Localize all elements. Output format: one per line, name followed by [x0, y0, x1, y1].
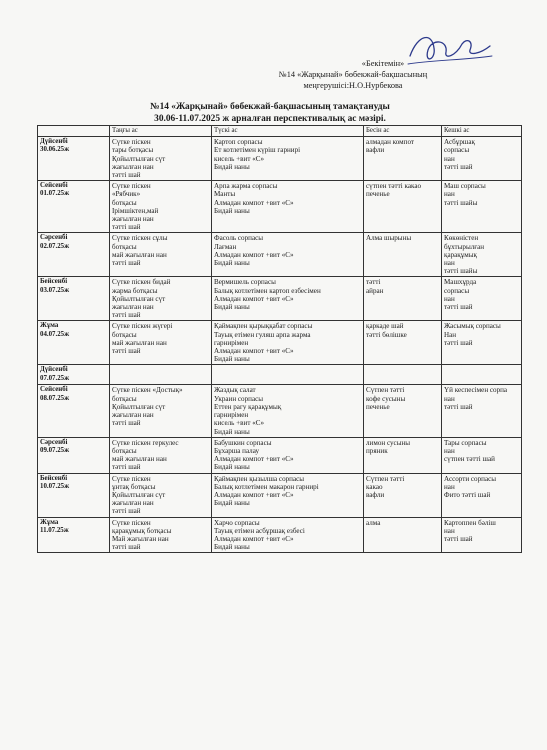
dinner-line: тәтті шайы [444, 267, 478, 276]
breakfast-line: ботқасы [112, 446, 137, 455]
breakfast-line: жағылған нан [112, 162, 154, 171]
lunch-line: Бабушкин сорпасы [214, 438, 272, 447]
document-title [60, 101, 480, 125]
breakfast-line: тәтті шай [112, 171, 141, 180]
lunch-line: Бидай наны [214, 543, 250, 552]
dinner-line: Үй кеспесімен сорпа [444, 386, 508, 395]
lunch-line: Алмадан компот +вит «С» [214, 294, 294, 303]
cell-day [38, 385, 110, 437]
lunch-line: Бұхарша палау [214, 446, 260, 455]
cell-dinner [442, 137, 522, 181]
cell-lunch [212, 437, 364, 473]
lunch-line: Картоп сорпасы [214, 138, 263, 147]
dinner-line: нан [444, 154, 455, 163]
breakfast-line: ботқасы [112, 330, 137, 339]
lunch-line: Вермишель сорпасы [214, 278, 276, 287]
cell-snack [364, 181, 442, 233]
table-row [38, 473, 522, 517]
approval-line-2: №14 «Жарқынай» бөбекжай-бақшасының [278, 70, 428, 79]
cell-dinner [442, 181, 522, 233]
snack-line: Сүтпен тәтті [366, 386, 405, 395]
day-line: 07.07.25ж [40, 374, 70, 382]
snack-line: тәтті бөлішке [366, 330, 407, 339]
dinner-line: сорпасы [444, 286, 470, 295]
breakfast-line: Қойылтылған сүт [112, 294, 166, 303]
cell-snack [364, 385, 442, 437]
day-line: 11.07.25ж [40, 526, 69, 534]
lunch-line: Бидай наны [214, 427, 250, 436]
dinner-line: қарақұмық [444, 250, 477, 259]
breakfast-line: ботқасы [112, 198, 137, 207]
cell-dinner [442, 365, 522, 385]
cell-dinner [442, 277, 522, 321]
dinner-line: сорпасы [444, 146, 470, 155]
lunch-line: Манты [214, 190, 236, 199]
cell-snack [364, 517, 442, 553]
breakfast-line: Сүтке піскен [112, 182, 151, 191]
cell-breakfast [110, 137, 212, 181]
cell-day [38, 437, 110, 473]
breakfast-line: тәтті шай [112, 259, 141, 268]
cell-snack [364, 473, 442, 517]
day-line: 03.07.25ж [40, 286, 70, 294]
table-header-row [38, 126, 522, 137]
day-line: Бейсенбі [40, 278, 68, 286]
dinner-line: Ассорти сорпасы [444, 474, 497, 483]
lunch-line: Харчо сорпасы [214, 518, 260, 527]
snack-line: қаркаде шай [366, 322, 404, 331]
cell-lunch [212, 365, 364, 385]
breakfast-line: «Рябчик» [112, 190, 141, 199]
day-line: Жұма [40, 322, 59, 330]
dinner-line: тәтті шайы [444, 198, 478, 207]
lunch-line: Жаздық салат [214, 386, 256, 395]
cell-lunch [212, 233, 364, 277]
lunch-line: гарнирімен [214, 411, 249, 420]
dinner-line: Картоппен бәліш [444, 518, 496, 527]
table-row [38, 437, 522, 473]
breakfast-line: жағылған нан [112, 411, 154, 420]
breakfast-line: Май жағылған нан [112, 534, 169, 543]
cell-breakfast [110, 233, 212, 277]
signature-mark [404, 26, 494, 74]
cell-breakfast [110, 517, 212, 553]
breakfast-line: ботқасы [112, 242, 137, 251]
lunch-line: Балық котлетімен макарон гарнирі [214, 482, 319, 491]
snack-line: какао [366, 482, 383, 491]
lunch-line: Бидай наны [214, 162, 250, 171]
lunch-line: Тауық етімен асбұршақ езбесі [214, 526, 305, 535]
day-line: 08.07.25ж [40, 394, 70, 402]
breakfast-line: жағылған нан [112, 215, 154, 224]
dinner-line: нан [444, 294, 455, 303]
day-line: Сәрсенбі [40, 234, 68, 242]
breakfast-line: Сүтке піскен сұлы [112, 234, 168, 243]
dinner-line: тәтті шай [444, 534, 473, 543]
cell-dinner [442, 321, 522, 365]
breakfast-line: Қойылтылған сүт [112, 490, 166, 499]
breakfast-line: тәтті шай [112, 463, 141, 472]
dinner-line: Маш сорпасы [444, 182, 486, 191]
dinner-line: нан [444, 394, 455, 403]
lunch-line: Бидай наны [214, 259, 250, 268]
cell-dinner [442, 437, 522, 473]
breakfast-line: Сүтке піскен [112, 138, 151, 147]
breakfast-line: тәтті шай [112, 419, 141, 428]
lunch-line: Тауық етімен гуляш арпа жарма [214, 330, 311, 339]
dinner-line: Асбұршақ [444, 138, 475, 147]
day-line: 09.07.25ж [40, 446, 70, 454]
cell-lunch [212, 473, 364, 517]
header-dinner: Кешкі ас [442, 126, 522, 137]
breakfast-line: Сүтке піскен жүгері [112, 322, 173, 331]
day-line: 10.07.25ж [40, 482, 70, 490]
day-line: Дүйсенбі [40, 138, 68, 146]
snack-line: алма [366, 518, 381, 527]
cell-day [38, 473, 110, 517]
dinner-line: Көкөністен [444, 234, 479, 243]
dinner-line: Жасымық сорпасы [444, 322, 501, 331]
title-line-2: 30.06-11.07.2025 ж арналған перспективалық ас мәзірі. [154, 114, 386, 124]
cell-lunch [212, 321, 364, 365]
dinner-line: нан [444, 482, 455, 491]
dinner-line: Нан [444, 330, 457, 339]
header-breakfast: Таңғы ас [110, 126, 212, 137]
cell-dinner [442, 385, 522, 437]
table-row [38, 233, 522, 277]
cell-day [38, 137, 110, 181]
approval-line-3: меңгерушісі:Н.О.Нурбекова [303, 81, 403, 90]
lunch-line: Лағман [214, 242, 237, 251]
lunch-line: Алмадан компот +вит «С» [214, 455, 294, 464]
lunch-line: Арпа жарма сорпасы [214, 182, 278, 191]
cell-lunch [212, 137, 364, 181]
cell-snack [364, 365, 442, 385]
cell-day [38, 181, 110, 233]
lunch-line: Еттен рагу қарақұмық [214, 402, 282, 411]
snack-line: сүтпен тәтті какао [366, 182, 422, 191]
day-line: 02.07.25ж [40, 242, 70, 250]
day-line: Жұма [40, 518, 59, 526]
breakfast-line: жағылған нан [112, 303, 154, 312]
lunch-line: Алмадан компот +вит «С» [214, 534, 294, 543]
cell-breakfast [110, 181, 212, 233]
snack-line: кофе сусыны [366, 394, 406, 403]
snack-line: Сүтпен тәтті [366, 474, 405, 483]
snack-line: вафли [366, 490, 385, 499]
day-line: Сейсенбі [40, 182, 68, 190]
cell-snack [364, 321, 442, 365]
breakfast-line: Сүтке піскен бидай [112, 278, 171, 287]
day-line: Бейсенбі [40, 474, 68, 482]
table-row [38, 385, 522, 437]
snack-line: печенье [366, 190, 390, 199]
table-row [38, 321, 522, 365]
cell-snack [364, 277, 442, 321]
cell-breakfast [110, 385, 212, 437]
cell-breakfast [110, 437, 212, 473]
breakfast-line: Сүтке піскен [112, 474, 151, 483]
dinner-line: нан [444, 446, 455, 455]
lunch-line: Бидай наны [214, 355, 250, 364]
cell-snack [364, 137, 442, 181]
dinner-line: нан [444, 259, 455, 268]
snack-line: лимон сусыны [366, 438, 411, 447]
lunch-line: Бидай наны [214, 463, 250, 472]
header-lunch: Түскі ас [212, 126, 364, 137]
cell-dinner [442, 233, 522, 277]
menu-table [37, 125, 522, 553]
cell-day [38, 277, 110, 321]
lunch-line: Фасоль сорпасы [214, 234, 264, 243]
cell-dinner [442, 517, 522, 553]
breakfast-line: Сүтке піскен «Достық» [112, 386, 183, 395]
lunch-line: Алмадан компот +вит «С» [214, 250, 294, 259]
dinner-line: нан [444, 526, 455, 535]
dinner-line: сүтпен тәтті шай [444, 455, 495, 464]
lunch-line: Алмадан компот +вит «С» [214, 347, 294, 356]
lunch-line: Алмадан компот +вит «С» [214, 198, 294, 207]
cell-breakfast [110, 365, 212, 385]
breakfast-line: тәтті шай [112, 223, 141, 232]
snack-line: тәтті [366, 278, 381, 287]
breakfast-line: тәтті шай [112, 347, 141, 356]
header-snack: Бесін ас [364, 126, 442, 137]
lunch-line: кисель +вит «С» [214, 419, 265, 428]
cell-lunch [212, 517, 364, 553]
cell-day [38, 517, 110, 553]
breakfast-line: Сүтке піскен геркулес [112, 438, 179, 447]
breakfast-line: тәтті шай [112, 507, 141, 516]
snack-line: алмадан компот [366, 138, 415, 147]
breakfast-line: ұнтақ ботқасы [112, 482, 156, 491]
lunch-line: кисель +вит «С» [214, 154, 265, 163]
breakfast-line: қарақұмық ботқасы [112, 526, 172, 535]
dinner-line: тәтті шай [444, 303, 473, 312]
breakfast-line: жарма ботқасы [112, 286, 158, 295]
breakfast-line: тәтті шай [112, 543, 141, 552]
breakfast-line: Ірімшіктен,май [112, 206, 159, 215]
cell-day [38, 365, 110, 385]
cell-snack [364, 437, 442, 473]
breakfast-line: жағылған нан [112, 499, 154, 508]
dinner-line: тәтті шай [444, 338, 473, 347]
approval-line-1: «Бекітемін» [361, 59, 405, 68]
cell-breakfast [110, 473, 212, 517]
lunch-line: Бидай наны [214, 499, 250, 508]
snack-line: вафли [366, 146, 385, 155]
cell-lunch [212, 385, 364, 437]
breakfast-line: Сүтке піскен [112, 518, 151, 527]
table-row [38, 365, 522, 385]
lunch-line: Бидай наны [214, 303, 250, 312]
snack-line: айран [366, 286, 384, 295]
breakfast-line: ботқасы [112, 394, 137, 403]
dinner-line: тәтті шай [444, 162, 473, 171]
dinner-line: нан [444, 190, 455, 199]
breakfast-line: Қойылтылған сүт [112, 154, 166, 163]
cell-breakfast [110, 321, 212, 365]
breakfast-line: май жағылған нан [112, 455, 167, 464]
dinner-line: Машхұрда [444, 278, 477, 287]
lunch-line: Бидай наны [214, 206, 250, 215]
breakfast-line: тәтті шай [112, 311, 141, 320]
lunch-line: гарнирімен [214, 338, 249, 347]
cell-lunch [212, 181, 364, 233]
dinner-line: бұхтырылған [444, 242, 485, 251]
cell-dinner [442, 473, 522, 517]
dinner-line: тәтті шай [444, 402, 473, 411]
lunch-line: Алмадан компот +вит «С» [214, 490, 294, 499]
table-row [38, 181, 522, 233]
lunch-line: Ет котлетімен күріш гарнирі [214, 146, 301, 155]
day-line: Сәрсенбі [40, 438, 68, 446]
dinner-line: Фито тәтті шай [444, 490, 491, 499]
breakfast-line: Қойылтылған сүт [112, 402, 166, 411]
breakfast-line: тары ботқасы [112, 146, 154, 155]
lunch-line: Қаймақпен қырыққабат сорпасы [214, 322, 313, 331]
day-line: 04.07.25ж [40, 330, 70, 338]
lunch-line: Украин сорпасы [214, 394, 264, 403]
breakfast-line: май жағылған нан [112, 250, 167, 259]
table-row [38, 517, 522, 553]
cell-snack [364, 233, 442, 277]
header-day [38, 126, 110, 137]
day-line: 30.06.25ж [40, 146, 70, 154]
table-row [38, 137, 522, 181]
day-line: Сейсенбі [40, 386, 68, 394]
title-line-1: №14 «Жарқынай» бөбекжай-бақшасының тамақтануды [150, 102, 390, 112]
breakfast-line: май жағылған нан [112, 338, 167, 347]
cell-lunch [212, 277, 364, 321]
cell-breakfast [110, 277, 212, 321]
day-line: Дүйсенбі [40, 366, 68, 374]
table-row [38, 277, 522, 321]
lunch-line: Қаймақпен қызылша сорпасы [214, 474, 305, 483]
dinner-line: Тары сорпасы [444, 438, 487, 447]
lunch-line: Балық котлетімен картоп езбесімен [214, 286, 321, 295]
cell-day [38, 233, 110, 277]
snack-line: Алма шырыны [366, 234, 412, 243]
snack-line: печенье [366, 402, 390, 411]
snack-line: пряник [366, 446, 388, 455]
day-line: 01.07.25ж [40, 190, 70, 198]
cell-day [38, 321, 110, 365]
